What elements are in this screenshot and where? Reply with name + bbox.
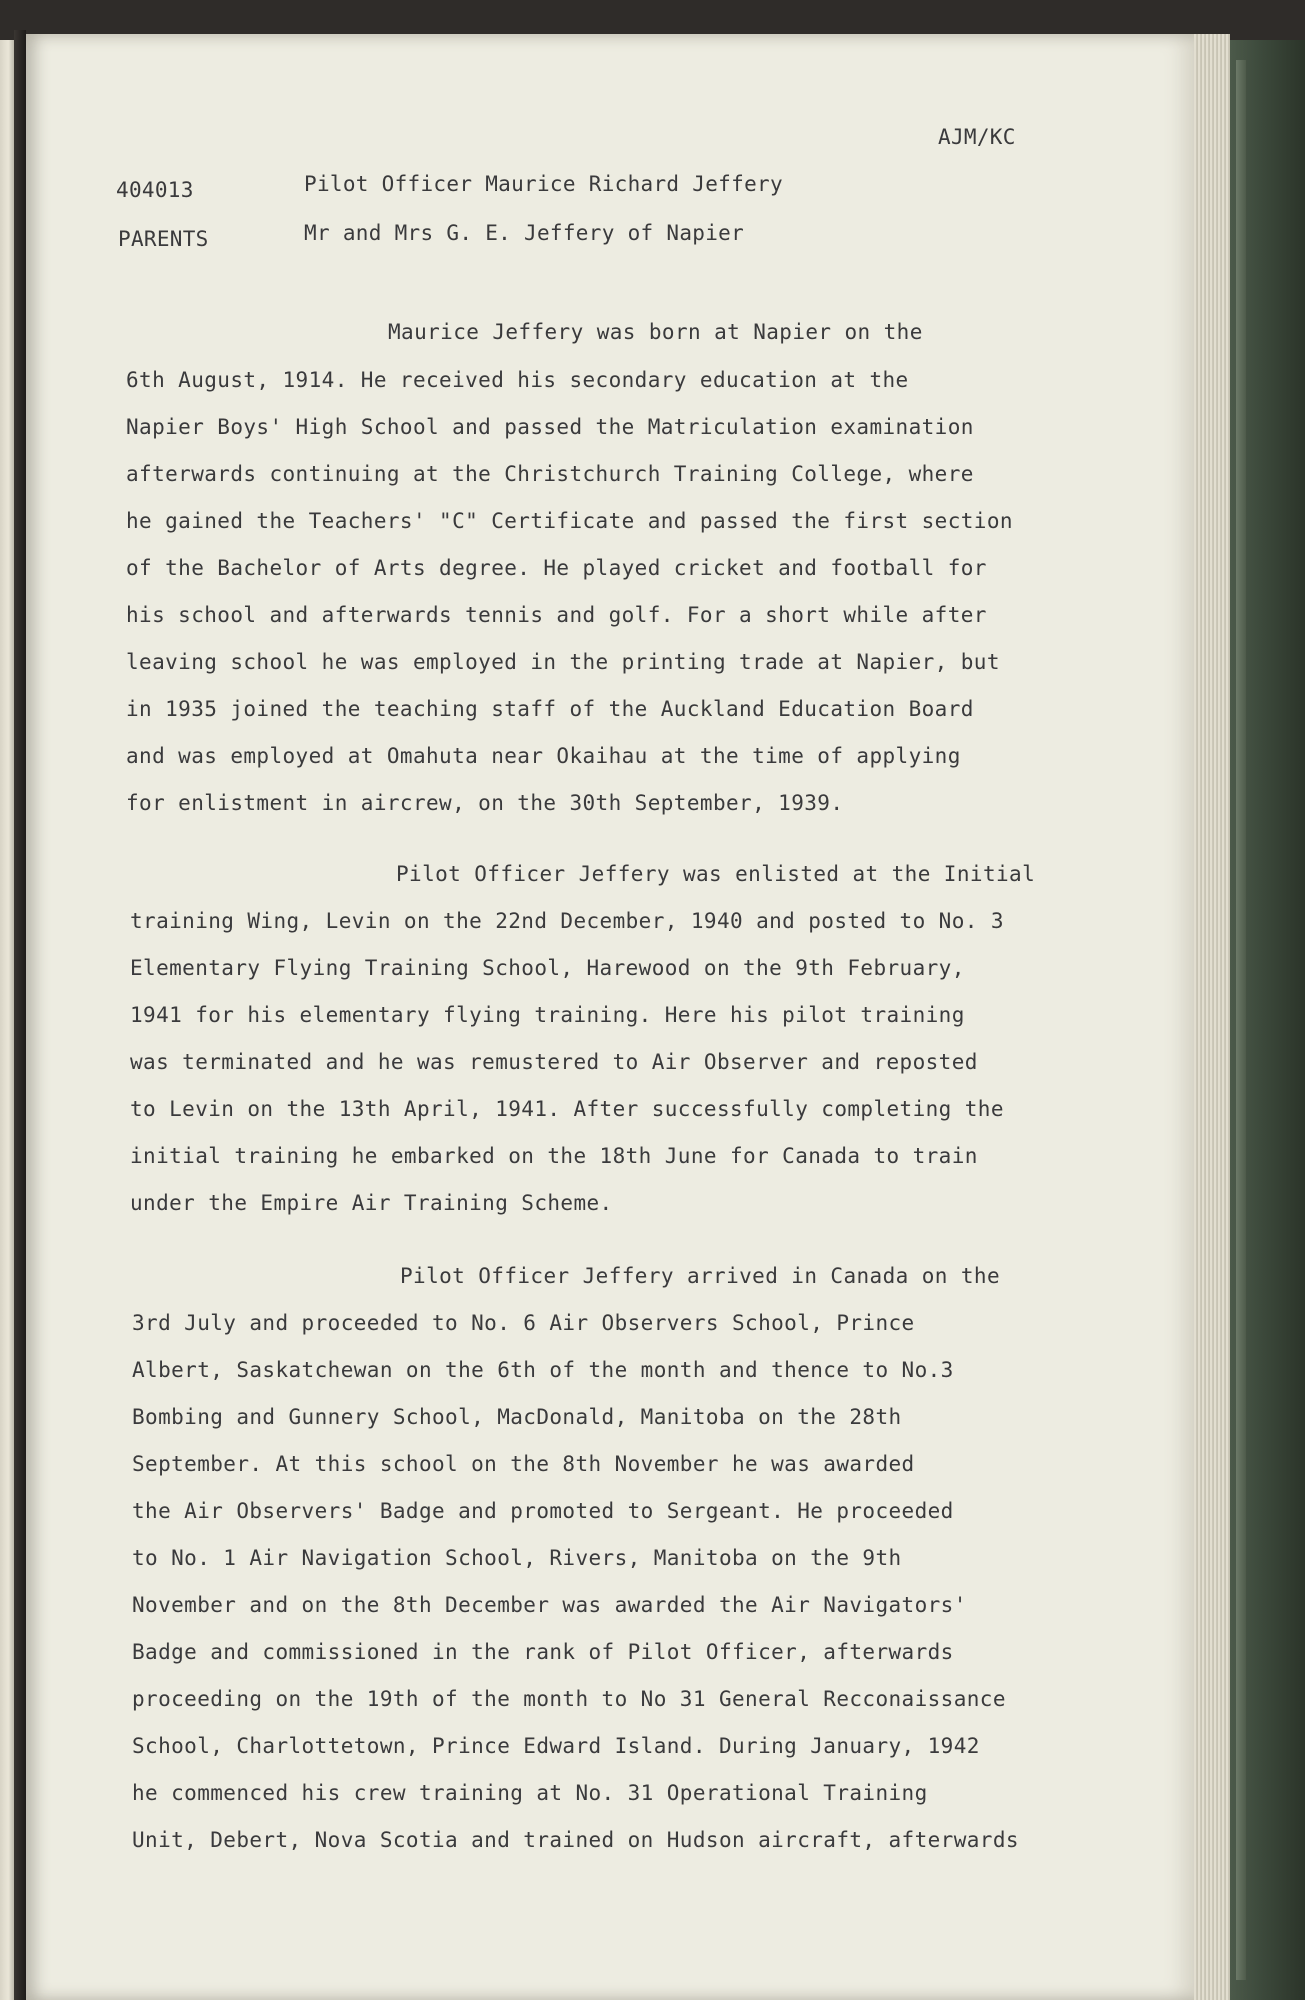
service-number: 404013	[116, 178, 194, 202]
parents-value: Mr and Mrs G. E. Jeffery of Napier	[304, 221, 745, 245]
text-line: September. At this school on the 8th November he was awarded	[132, 1452, 915, 1476]
text-line: for enlistment in aircrew, on the 30th September, 1939.	[126, 791, 844, 815]
text-line: under the Empire Air Training Scheme.	[130, 1191, 613, 1215]
text-line: afterwards continuing at the Christchurch Training College, where	[126, 462, 974, 486]
text-line: 6th August, 1914. He received his secondary education at the	[126, 368, 909, 392]
text-line: training Wing, Levin on the 22nd December, 1940 and posted to No. 3	[130, 909, 1004, 933]
book-gutter	[14, 30, 26, 2000]
text-line: Elementary Flying Training School, Harewood on the 9th February,	[130, 956, 965, 980]
text-line: his school and afterwards tennis and golf. For a short while after	[126, 603, 987, 627]
text-line: Badge and commissioned in the rank of Pilot Officer, afterwards	[132, 1640, 954, 1664]
text-line: School, Charlottetown, Prince Edward Island. During January, 1942	[132, 1734, 980, 1758]
text-line: Unit, Debert, Nova Scotia and trained on Hudson aircraft, afterwards	[132, 1828, 1019, 1852]
text-line: and was employed at Omahuta near Okaihau at the time of applying	[126, 744, 961, 768]
parents-label: PARENTS	[118, 227, 209, 251]
text-line: in 1935 joined the teaching staff of the Auckland Education Board	[126, 697, 974, 721]
text-line: to Levin on the 13th April, 1941. After successfully completing the	[130, 1097, 1004, 1121]
text-line: November and on the 8th December was awarded the Air Navigators'	[132, 1593, 967, 1617]
text-line: Pilot Officer Jeffery arrived in Canada on the	[400, 1264, 1000, 1288]
page-stack-edge	[1194, 34, 1230, 2000]
text-line: Maurice Jeffery was born at Napier on the	[388, 320, 923, 344]
text-line: 3rd July and proceeded to No. 6 Air Observers School, Prince	[132, 1311, 915, 1335]
book-cover-edge	[1236, 60, 1246, 1980]
left-page-edge	[0, 40, 14, 2000]
reference-code: AJM/KC	[938, 125, 1016, 149]
text-line: proceeding on the 19th of the month to No 31 General Recconaissance	[132, 1687, 1006, 1711]
text-line: he gained the Teachers' "C" Certificate and passed the first section	[126, 509, 1013, 533]
text-line: leaving school he was employed in the printing trade at Napier, but	[126, 650, 1000, 674]
text-line: of the Bachelor of Arts degree. He played cricket and football for	[126, 556, 987, 580]
text-line: Pilot Officer Jeffery was enlisted at the Initial	[396, 862, 1036, 886]
text-line: 1941 for his elementary flying training. Here his pilot training	[130, 1003, 965, 1027]
text-line: Bombing and Gunnery School, MacDonald, Manitoba on the 28th	[132, 1405, 902, 1429]
text-line: was terminated and he was remustered to Air Observer and reposted	[130, 1050, 978, 1074]
text-line: Napier Boys' High School and passed the Matriculation examination	[126, 415, 974, 439]
text-line: the Air Observers' Badge and promoted to Sergeant. He proceeded	[132, 1499, 954, 1523]
officer-name: Pilot Officer Maurice Richard Jeffery	[304, 172, 783, 196]
document-page	[26, 34, 1194, 2000]
text-line: to No. 1 Air Navigation School, Rivers, Manitoba on the 9th	[132, 1546, 902, 1570]
text-line: Albert, Saskatchewan on the 6th of the month and thence to No.3	[132, 1358, 954, 1382]
text-line: initial training he embarked on the 18th June for Canada to train	[130, 1144, 978, 1168]
text-line: he commenced his crew training at No. 31 Operational Training	[132, 1781, 928, 1805]
